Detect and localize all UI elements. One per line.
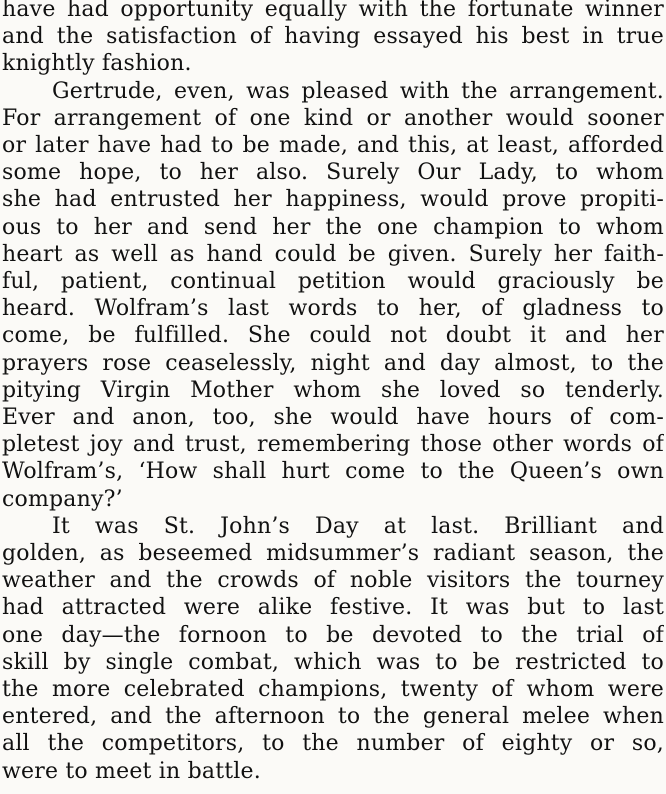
text-line: For arrangement of one kind or another would sooner xyxy=(2,105,664,131)
paragraph-start-line: Gertrude, even, was pleased with the arrangement. xyxy=(52,78,664,104)
text-line: had attracted were alike festive. It was but to last xyxy=(2,595,664,621)
text-line: or later have had to be made, and this, at least, afforded xyxy=(2,133,664,158)
text-line: have had opportunity equally with the fortunate winner xyxy=(2,0,664,22)
text-line: ous to her and send her the one champion to whom xyxy=(2,214,664,240)
text-line: ful, patient, continual petition would graciously be xyxy=(2,269,664,294)
text-line: Ever and anon, too, she would have hours of com- xyxy=(2,405,664,430)
text-line: entered, and the afternoon to the general melee when xyxy=(2,704,664,730)
text-line: pletest joy and trust, remembering those other words of xyxy=(2,432,664,458)
text-line: and the satisfaction of having essayed his best in true xyxy=(2,24,664,50)
text-line: pitying Virgin Mother whom she loved so tenderly. xyxy=(2,377,664,403)
paragraph-start-line: It was St. John’s Day at last. Brilliant and xyxy=(52,513,664,539)
text-line: golden, as beseemed midsummer’s radiant season, the xyxy=(2,541,664,566)
text-line: prayers rose ceaselessly, night and day almost, to the xyxy=(2,350,664,376)
text-line: Wolfram’s, ‘How shall hurt come to the Queen’s own xyxy=(2,459,664,485)
text-line: company?’ xyxy=(2,486,123,512)
text-line: skill by single combat, which was to be restricted to xyxy=(2,649,664,675)
text-line: all the competitors, to the number of eighty or so, xyxy=(2,731,664,757)
text-line: come, be fulfilled. She could not doubt it and her xyxy=(2,323,664,349)
text-line: the more celebrated champions, twenty of whom were xyxy=(2,677,664,702)
text-line: weather and the crowds of noble visitors the tourney xyxy=(2,568,664,594)
text-line: some hope, to her also. Surely Our Lady, to whom xyxy=(2,160,664,186)
text-line: were to meet in battle. xyxy=(2,758,261,784)
text-line: one day—the fornoon to be devoted to the trial of xyxy=(2,622,664,648)
text-line: knightly fashion. xyxy=(2,51,192,77)
text-line: heart as well as hand could be given. Surely her faith- xyxy=(2,241,664,267)
text-line: heard. Wolfram’s last words to her, of gladness to xyxy=(2,296,664,322)
text-line: she had entrusted her happiness, would prove propiti- xyxy=(2,187,664,213)
